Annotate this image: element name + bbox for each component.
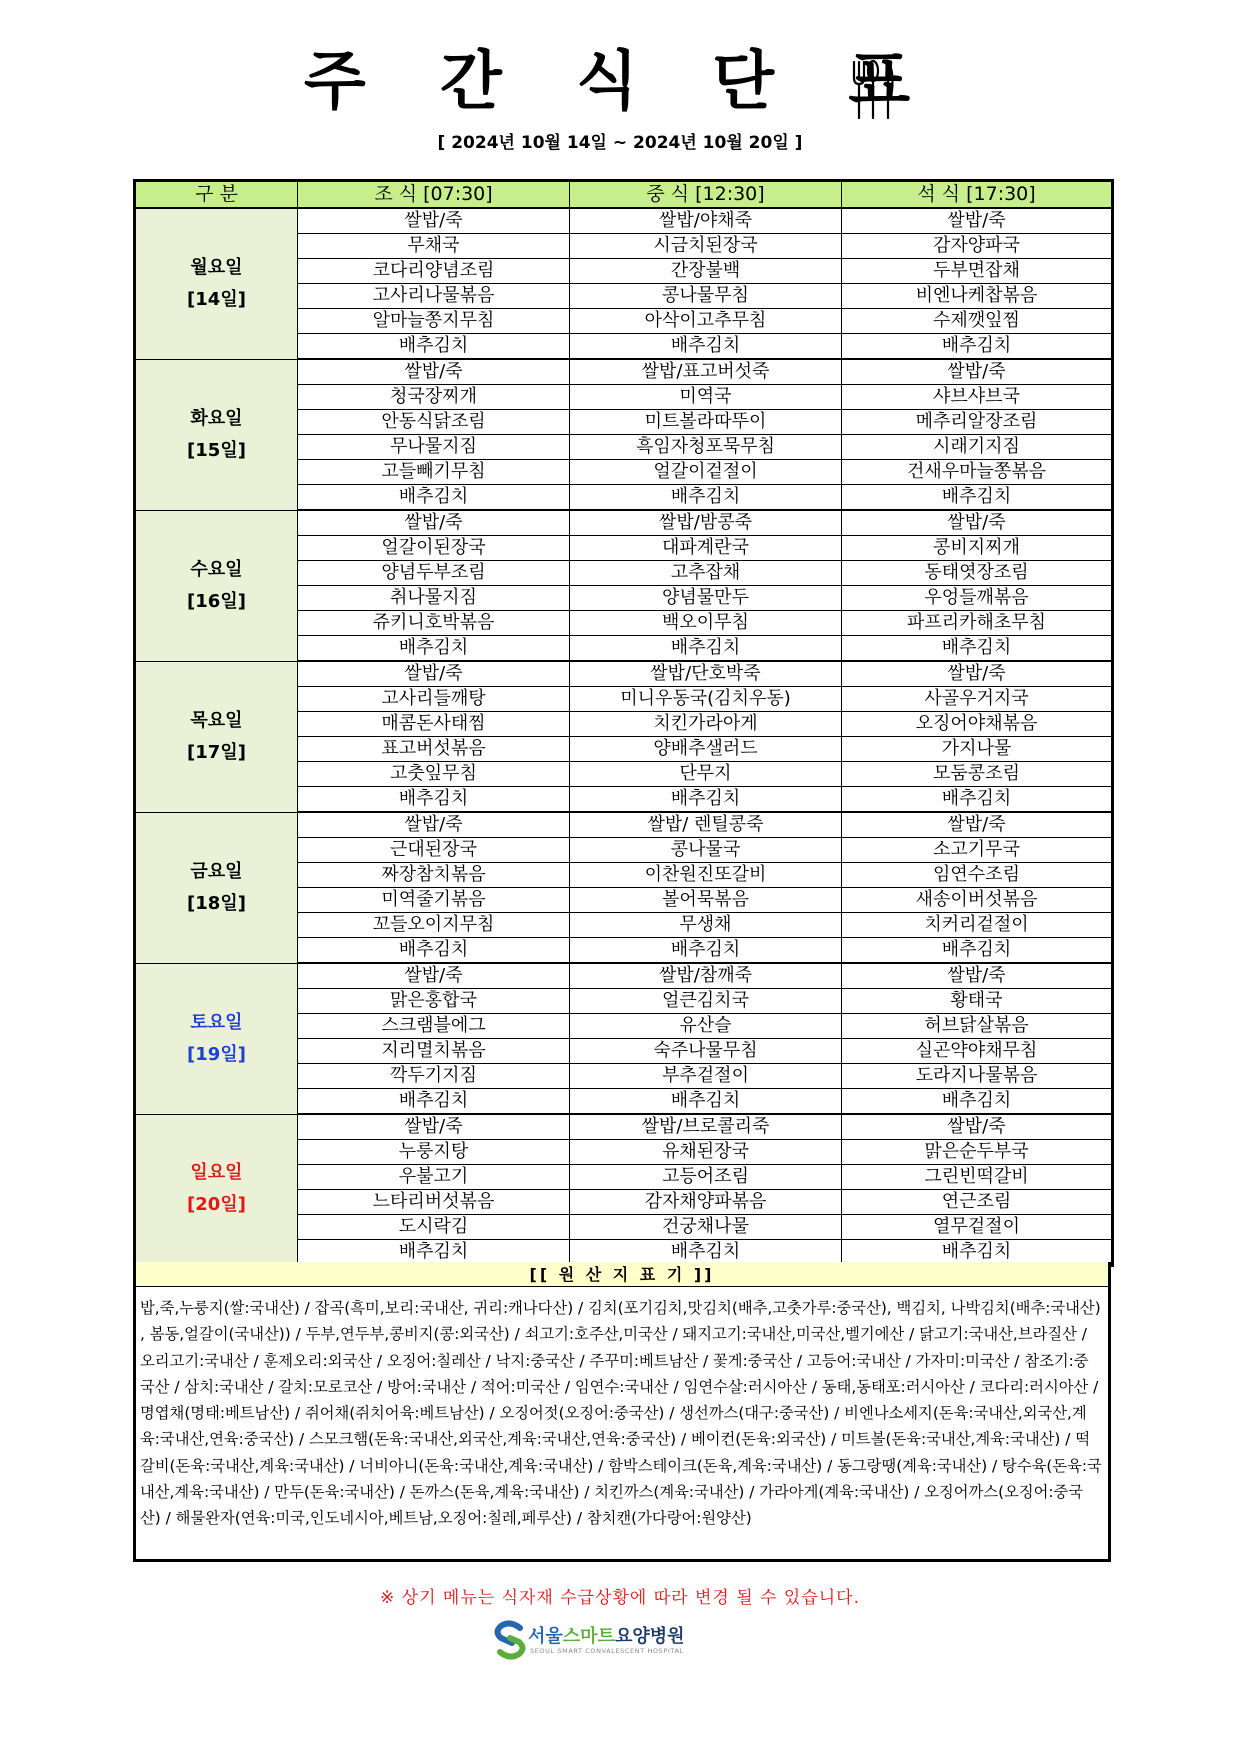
column-header-breakfast: 조 식 [07:30] — [298, 181, 570, 209]
dinner-menu-item: 샤브샤브국 — [842, 385, 1113, 410]
lunch-menu-item: 유채된장국 — [570, 1140, 842, 1165]
dinner-menu-item: 두부면잡채 — [842, 259, 1113, 284]
date-label: [16일] — [187, 590, 246, 612]
column-header-category: 구 분 — [135, 181, 298, 209]
breakfast-menu-item: 무나물지짐 — [298, 435, 570, 460]
breakfast-menu-item: 우불고기 — [298, 1165, 570, 1190]
dinner-menu-item: 비엔나케찹볶음 — [842, 284, 1113, 309]
dinner-menu-item: 콩비지찌개 — [842, 536, 1113, 561]
table-row — [135, 1114, 1113, 1140]
dinner-menu-item: 쌀밥/죽 — [842, 510, 1113, 536]
dinner-menu-item: 수제깻잎찜 — [842, 309, 1113, 334]
origin-text: 밥,죽,누룽지(쌀:국내산) / 잡곡(흑미,보리:국내산, 귀리:캐나다산) / 김치(포기김치,맛김치(배추,고춧가루:중국산), 백김치, 나박김치(배추:국내산) , 봄동,얼갈이(국내산)) / 두부,연두부,콩비지(콩:외국산) / 쇠고기:호주산,미국산 / 돼지고기:국내산,미국산,벨기에산 / 닭고기:국내산,브라질산 / 오리고기:국내산 / 훈제오리:외국산 / 오징어:칠레산 / 낙지:중국산 / 주꾸미:베트남산 / 꽃게:중국산 / 고등어:국내산 / 가자미:미국산 / 참조기:중국산 / 삼치:국내산 / 갈치:모로코산 / 방어:국내산 / 적어:미국산 / 임연수:국내산 / 임연수살:러시아산 / 동태,동태포:러시아산 / 코다리:러시아산 / 명엽채(명태:베트남산) / 쥐어채(쥐치어육:베트남산) / 오징어젓(오징어:중국산) / 생선까스(대구:중국산) / 비엔나소세지(돈육:국내산,외국산,계육:국내산,연육:중국산) / 스모크햄(돈육:국내산,외국산,계육:국내산,연육:중국산) / 베이컨(돈육:외국산) / 미트볼(돈육:국내산,계육:국내산) / 떡갈비(돈육:국내산,계육:국내산) / 너비아니(돈육:국내산,계육:국내산) / 함박스테이크(돈육,계육:국내산) / 동그랑땡(계육:국내산) / 탕수육(돈육:국내산,계육:국내산) / 만두(돈육:국내산) / 돈까스(돈육,계육:국내산) / 치킨까스(계육:국내산) / 가라아게(계육:국내산) / 오징어까스(오징어:중국산) / 해물완자(연육:미국,인도네시아,베트남,오징어:칠레,페루산) / 참치캔(가다랑어:원양산) — [133, 1287, 1111, 1562]
dinner-menu-item: 쌀밥/죽 — [842, 812, 1113, 838]
lunch-menu-item: 간장불백 — [570, 259, 842, 284]
breakfast-menu-item: 쌀밥/죽 — [298, 208, 570, 234]
table-row — [135, 208, 1113, 234]
origin-title: [[ 원 산 지 표 기 ]] — [133, 1262, 1111, 1287]
lunch-menu-item: 쌀밥/참깨죽 — [570, 963, 842, 989]
day-label-cell — [135, 510, 298, 661]
fork-spoon-knife-icon — [848, 56, 898, 122]
breakfast-menu-item: 배추김치 — [298, 636, 570, 662]
lunch-menu-item: 미트볼라따뚜이 — [570, 410, 842, 435]
day-label-cell — [135, 1114, 298, 1266]
lunch-menu-item: 미니우동국(김치우동) — [570, 687, 842, 712]
table-row — [135, 963, 1113, 989]
dinner-menu-item: 쌀밥/죽 — [842, 359, 1113, 385]
table-row — [135, 359, 1113, 385]
dinner-menu-item: 우엉들깨볶음 — [842, 586, 1113, 611]
dinner-menu-item: 배추김치 — [842, 636, 1113, 662]
breakfast-menu-item: 근대된장국 — [298, 838, 570, 863]
lunch-menu-item: 배추김치 — [570, 636, 842, 662]
dinner-menu-item: 동태엿장조림 — [842, 561, 1113, 586]
breakfast-menu-item: 배추김치 — [298, 334, 570, 360]
dinner-menu-item: 배추김치 — [842, 938, 1113, 964]
dinner-menu-item: 파프리카해초무침 — [842, 611, 1113, 636]
lunch-menu-item: 부추겉절이 — [570, 1064, 842, 1089]
lunch-menu-item: 배추김치 — [570, 485, 842, 511]
lunch-menu-item: 쌀밥/야채죽 — [570, 208, 842, 234]
lunch-menu-item: 무생채 — [570, 913, 842, 938]
breakfast-menu-item: 코다리양념조림 — [298, 259, 570, 284]
dinner-menu-item: 열무겉절이 — [842, 1215, 1113, 1240]
breakfast-menu-item: 쌀밥/죽 — [298, 359, 570, 385]
dinner-menu-item: 건새우마늘쫑볶음 — [842, 460, 1113, 485]
breakfast-menu-item: 배추김치 — [298, 485, 570, 511]
breakfast-menu-item: 꼬들오이지무침 — [298, 913, 570, 938]
table-row — [135, 510, 1113, 536]
dinner-menu-item: 도라지나물볶음 — [842, 1064, 1113, 1089]
column-header-dinner: 석 식 [17:30] — [842, 181, 1113, 209]
dinner-menu-item: 배추김치 — [842, 485, 1113, 511]
breakfast-menu-item: 누룽지탕 — [298, 1140, 570, 1165]
weekday-label: 월요일 — [190, 256, 243, 278]
dinner-menu-item: 배추김치 — [842, 787, 1113, 813]
lunch-menu-item: 쌀밥/표고버섯죽 — [570, 359, 842, 385]
breakfast-menu-item: 쌀밥/죽 — [298, 1114, 570, 1140]
weekday-label: 토요일 — [190, 1011, 243, 1033]
breakfast-menu-item: 도시락김 — [298, 1215, 570, 1240]
dinner-menu-item: 모둠콩조림 — [842, 762, 1113, 787]
breakfast-menu-item: 알마늘쫑지무침 — [298, 309, 570, 334]
breakfast-menu-item: 쌀밥/죽 — [298, 661, 570, 687]
lunch-menu-item: 흑임자청포묵무침 — [570, 435, 842, 460]
lunch-menu-item: 쌀밥/브로콜리죽 — [570, 1114, 842, 1140]
lunch-menu-item: 볼어묵볶음 — [570, 888, 842, 913]
lunch-menu-item: 배추김치 — [570, 787, 842, 813]
weekday-label: 화요일 — [190, 407, 243, 429]
weekday-label: 수요일 — [190, 558, 243, 580]
lunch-menu-item: 시금치된장국 — [570, 234, 842, 259]
day-label-cell — [135, 208, 298, 359]
lunch-menu-item: 배추김치 — [570, 1240, 842, 1266]
dinner-menu-item: 배추김치 — [842, 334, 1113, 360]
dinner-menu-item: 맑은순두부국 — [842, 1140, 1113, 1165]
day-label-cell — [135, 963, 298, 1114]
dinner-menu-item: 배추김치 — [842, 1089, 1113, 1115]
lunch-menu-item: 고등어조림 — [570, 1165, 842, 1190]
breakfast-menu-item: 표고버섯볶음 — [298, 737, 570, 762]
dinner-menu-item: 오징어야채볶음 — [842, 712, 1113, 737]
lunch-menu-item: 얼큰김치국 — [570, 989, 842, 1014]
breakfast-menu-item: 느타리버섯볶음 — [298, 1190, 570, 1215]
dinner-menu-item: 소고기무국 — [842, 838, 1113, 863]
weekday-label: 목요일 — [190, 709, 243, 731]
lunch-menu-item: 치킨가라아게 — [570, 712, 842, 737]
day-label-cell — [135, 812, 298, 963]
breakfast-menu-item: 맑은홍합국 — [298, 989, 570, 1014]
dinner-menu-item: 가지나물 — [842, 737, 1113, 762]
lunch-menu-item: 아삭이고추무침 — [570, 309, 842, 334]
breakfast-menu-item: 쌀밥/죽 — [298, 510, 570, 536]
lunch-menu-item: 고추잡채 — [570, 561, 842, 586]
dinner-menu-item: 시래기지짐 — [842, 435, 1113, 460]
lunch-menu-item: 건궁채나물 — [570, 1215, 842, 1240]
breakfast-menu-item: 안동식닭조림 — [298, 410, 570, 435]
lunch-menu-item: 감자채양파볶음 — [570, 1190, 842, 1215]
breakfast-menu-item: 얼갈이된장국 — [298, 536, 570, 561]
dinner-menu-item: 새송이버섯볶음 — [842, 888, 1113, 913]
lunch-menu-item: 콩나물무침 — [570, 284, 842, 309]
lunch-menu-item: 콩나물국 — [570, 838, 842, 863]
breakfast-menu-item: 고사리나물볶음 — [298, 284, 570, 309]
lunch-menu-item: 쌀밥/밤콩죽 — [570, 510, 842, 536]
day-label-cell — [135, 359, 298, 510]
date-label: [20일] — [187, 1194, 246, 1216]
breakfast-menu-item: 쌀밥/죽 — [298, 963, 570, 989]
dinner-menu-item: 감자양파국 — [842, 234, 1113, 259]
breakfast-menu-item: 배추김치 — [298, 1240, 570, 1266]
dinner-menu-item: 치커리겉절이 — [842, 913, 1113, 938]
day-label-cell — [135, 661, 298, 812]
dinner-menu-item: 쌀밥/죽 — [842, 661, 1113, 687]
dinner-menu-item: 사골우거지국 — [842, 687, 1113, 712]
hospital-logo-icon — [492, 1620, 528, 1660]
breakfast-menu-item: 스크램블에그 — [298, 1014, 570, 1039]
dinner-menu-item: 배추김치 — [842, 1240, 1113, 1266]
lunch-menu-item: 배추김치 — [570, 938, 842, 964]
weekly-menu-table — [133, 179, 1114, 1267]
lunch-menu-item: 미역국 — [570, 385, 842, 410]
weekday-label: 금요일 — [190, 860, 243, 882]
dinner-menu-item: 연근조림 — [842, 1190, 1113, 1215]
hospital-name: 서울스마트요양병원 — [528, 1626, 685, 1647]
lunch-menu-item: 단무지 — [570, 762, 842, 787]
lunch-menu-item: 얼갈이겉절이 — [570, 460, 842, 485]
lunch-menu-item: 배추김치 — [570, 1089, 842, 1115]
lunch-menu-item: 쌀밥/단호박죽 — [570, 661, 842, 687]
lunch-menu-item: 백오이무침 — [570, 611, 842, 636]
dinner-menu-item: 쌀밥/죽 — [842, 208, 1113, 234]
lunch-menu-item: 양배추샐러드 — [570, 737, 842, 762]
breakfast-menu-item: 지리멸치볶음 — [298, 1039, 570, 1064]
dinner-menu-item: 쌀밥/죽 — [842, 963, 1113, 989]
dinner-menu-item: 임연수조림 — [842, 863, 1113, 888]
date-label: [18일] — [187, 892, 246, 914]
breakfast-menu-item: 매콤돈사태찜 — [298, 712, 570, 737]
menu-period: [ 2024년 10월 14일 ~ 2024년 10월 20일 ] — [437, 133, 803, 153]
breakfast-menu-item: 배추김치 — [298, 938, 570, 964]
table-row — [135, 812, 1113, 838]
breakfast-menu-item: 미역줄기볶음 — [298, 888, 570, 913]
weekday-label: 일요일 — [190, 1162, 243, 1184]
lunch-menu-item: 이찬원진또갈비 — [570, 863, 842, 888]
breakfast-menu-item: 고춧잎무침 — [298, 762, 570, 787]
breakfast-menu-item: 쥬키니호박볶음 — [298, 611, 570, 636]
breakfast-menu-item: 짜장참치볶음 — [298, 863, 570, 888]
dinner-menu-item: 황태국 — [842, 989, 1113, 1014]
title-area — [0, 42, 1240, 122]
table-row — [135, 661, 1113, 687]
breakfast-menu-item: 깍두기지짐 — [298, 1064, 570, 1089]
dinner-menu-item: 실곤약야채무침 — [842, 1039, 1113, 1064]
lunch-menu-item: 배추김치 — [570, 334, 842, 360]
breakfast-menu-item: 고사리들깨탕 — [298, 687, 570, 712]
hospital-logo — [492, 1618, 722, 1662]
breakfast-menu-item: 쌀밥/죽 — [298, 812, 570, 838]
lunch-menu-item: 쌀밥/ 렌틸콩죽 — [570, 812, 842, 838]
lunch-menu-item: 양념물만두 — [570, 586, 842, 611]
breakfast-menu-item: 무채국 — [298, 234, 570, 259]
breakfast-menu-item: 양념두부조림 — [298, 561, 570, 586]
date-label: [14일] — [187, 288, 246, 310]
dinner-menu-item: 쌀밥/죽 — [842, 1114, 1113, 1140]
breakfast-menu-item: 고들빼기무침 — [298, 460, 570, 485]
breakfast-menu-item: 취나물지짐 — [298, 586, 570, 611]
dinner-menu-item: 그린빈떡갈비 — [842, 1165, 1113, 1190]
column-header-lunch: 중 식 [12:30] — [570, 181, 842, 209]
lunch-menu-item: 대파계란국 — [570, 536, 842, 561]
breakfast-menu-item: 배추김치 — [298, 787, 570, 813]
lunch-menu-item: 숙주나물무침 — [570, 1039, 842, 1064]
dinner-menu-item: 허브닭살볶음 — [842, 1014, 1113, 1039]
table-header-row — [135, 181, 1113, 209]
hospital-subtitle: SEOUL SMART CONVALESCENT HOSPITAL — [530, 1647, 684, 1655]
dinner-menu-item: 메추리알장조림 — [842, 410, 1113, 435]
breakfast-menu-item: 배추김치 — [298, 1089, 570, 1115]
breakfast-menu-item: 청국장찌개 — [298, 385, 570, 410]
date-label: [17일] — [187, 741, 246, 763]
menu-body — [135, 208, 1113, 1266]
lunch-menu-item: 유산슬 — [570, 1014, 842, 1039]
notice-text: ※ 상기 메뉴는 식자재 수급상황에 따라 변경 될 수 있습니다. — [380, 1588, 860, 1608]
date-label: [15일] — [187, 439, 246, 461]
page-title: 주 간 식 단 표 — [303, 45, 937, 119]
date-label: [19일] — [187, 1043, 246, 1065]
